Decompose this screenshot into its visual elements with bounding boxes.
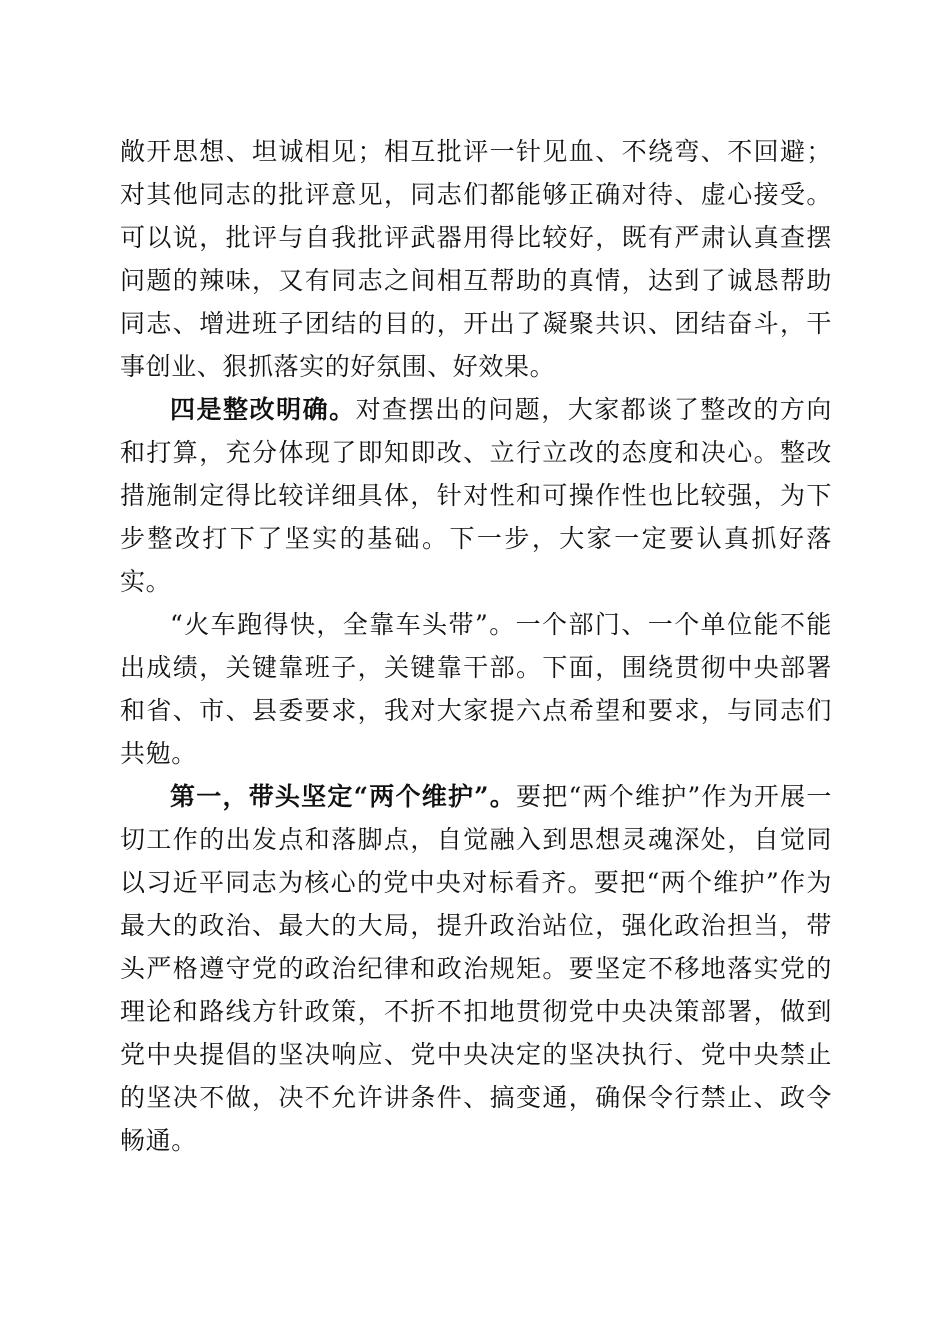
paragraph-rectification — [120, 388, 832, 603]
paragraph-criticism — [120, 130, 832, 388]
paragraph-text: “火车跑得快，全靠车头带”。一个部门、一个单位能不能出成绩，关键靠班子，关键靠干部。下面，围绕贯彻中央部署和省、市、县委要求，我对大家提六点希望和要求，与同志们共勉。 — [120, 610, 832, 768]
paragraph-heading: 四是整改明确。 — [170, 395, 356, 424]
paragraph-first-requirement — [120, 775, 832, 1162]
paragraph-heading: 第一，带头坚定“两个维护”。 — [170, 782, 517, 811]
paragraph-train-quote — [120, 603, 832, 775]
paragraph-text: 要把“两个维护”作为开展一切工作的出发点和落脚点，自觉融入到思想灵魂深处，自觉同以习近平同志为核心的党中央对标看齐。要把“两个维护”作为最大的政治、最大的大局，提升政治站位，强化政治担当，带头严格遵守党的政治纪律和政治规矩。要坚定不移地落实党的理论和路线方针政策，不折不扣地贯彻党中央决策部署，做到党中央提倡的坚决响应、党中央决定的坚决执行、党中央禁止的坚决不做，决不允许讲条件、搞变通，确保令行禁止、政令畅通。 — [120, 782, 832, 1155]
document-page — [120, 130, 832, 1162]
paragraph-text: 对查摆出的问题，大家都谈了整改的方向和打算，充分体现了即知即改、立行立改的态度和决心。整改措施制定得比较详细具体，针对性和可操作性也比较强，为下步整改打下了坚实的基础。下一步，大家一定要认真抓好落实。 — [120, 395, 832, 596]
paragraph-text: 敞开思想、坦诚相见；相互批评一针见血、不绕弯、不回避；对其他同志的批评意见，同志们都能够正确对待、虚心接受。可以说，批评与自我批评武器用得比较好，既有严肃认真查摆问题的辣味，又有同志之间相互帮助的真情，达到了诚恳帮助同志、增进班子团结的目的，开出了凝聚共识、团结奋斗，干事创业、狠抓落实的好氛围、好效果。 — [120, 137, 832, 381]
